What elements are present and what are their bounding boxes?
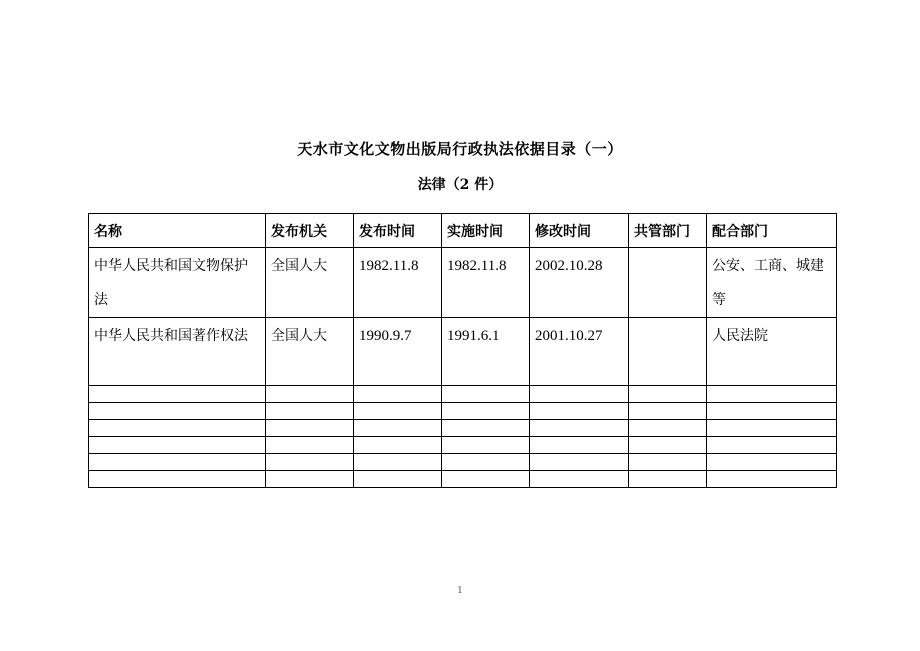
empty-table-row bbox=[89, 386, 837, 403]
empty-table-row bbox=[89, 454, 837, 471]
header-name: 名称 bbox=[89, 214, 266, 248]
empty-cell bbox=[629, 420, 707, 437]
empty-cell bbox=[89, 386, 266, 403]
cell-cooperating-dept: 公安、工商、城建等 bbox=[707, 248, 837, 318]
empty-cell bbox=[707, 403, 837, 420]
empty-cell bbox=[442, 454, 530, 471]
cell-amend-date: 2001.10.27 bbox=[530, 318, 629, 386]
document-subtitle: 法律（2 件） bbox=[417, 177, 503, 193]
empty-cell bbox=[89, 471, 266, 488]
empty-cell bbox=[530, 420, 629, 437]
empty-cell bbox=[442, 471, 530, 488]
empty-cell bbox=[707, 437, 837, 454]
empty-cell bbox=[707, 454, 837, 471]
empty-cell bbox=[266, 437, 354, 454]
empty-cell bbox=[629, 437, 707, 454]
document-title: 天水市文化文物出版局行政执法依据目录（一） bbox=[297, 140, 623, 158]
cell-issue-date: 1990.9.7 bbox=[354, 318, 442, 386]
empty-cell bbox=[442, 386, 530, 403]
empty-table-row bbox=[89, 471, 837, 488]
empty-table-row bbox=[89, 420, 837, 437]
cell-effective-date: 1982.11.8 bbox=[442, 248, 530, 318]
empty-cell bbox=[530, 471, 629, 488]
header-amend-date: 修改时间 bbox=[530, 214, 629, 248]
empty-cell bbox=[442, 403, 530, 420]
empty-table-row bbox=[89, 403, 837, 420]
cell-name: 中华人民共和国文物保护法 bbox=[89, 248, 266, 318]
empty-cell bbox=[442, 437, 530, 454]
header-issue-date: 发布时间 bbox=[354, 214, 442, 248]
law-table bbox=[88, 213, 837, 488]
empty-cell bbox=[354, 454, 442, 471]
empty-cell bbox=[442, 420, 530, 437]
empty-cell bbox=[89, 403, 266, 420]
table-header-row bbox=[89, 214, 837, 248]
cell-cooperating-dept: 人民法院 bbox=[707, 318, 837, 386]
empty-cell bbox=[266, 420, 354, 437]
empty-cell bbox=[354, 420, 442, 437]
cell-issuer: 全国人大 bbox=[266, 318, 354, 386]
empty-cell bbox=[707, 420, 837, 437]
empty-cell bbox=[707, 386, 837, 403]
header-issuer: 发布机关 bbox=[266, 214, 354, 248]
empty-cell bbox=[266, 403, 354, 420]
cell-issue-date: 1982.11.8 bbox=[354, 248, 442, 318]
table-row bbox=[89, 248, 837, 318]
empty-cell bbox=[629, 386, 707, 403]
empty-cell bbox=[266, 454, 354, 471]
empty-cell bbox=[354, 386, 442, 403]
empty-cell bbox=[354, 437, 442, 454]
table-row bbox=[89, 318, 837, 386]
header-effective-date: 实施时间 bbox=[442, 214, 530, 248]
empty-cell bbox=[530, 454, 629, 471]
empty-cell bbox=[89, 420, 266, 437]
cell-amend-date: 2002.10.28 bbox=[530, 248, 629, 318]
empty-cell bbox=[530, 403, 629, 420]
empty-cell bbox=[707, 471, 837, 488]
page-number: 1 bbox=[457, 586, 463, 596]
empty-cell bbox=[266, 386, 354, 403]
cell-issuer: 全国人大 bbox=[266, 248, 354, 318]
cell-co-managing-dept bbox=[629, 248, 707, 318]
empty-cell bbox=[354, 403, 442, 420]
empty-cell bbox=[629, 454, 707, 471]
cell-co-managing-dept bbox=[629, 318, 707, 386]
empty-cell bbox=[354, 471, 442, 488]
empty-cell bbox=[530, 386, 629, 403]
cell-name: 中华人民共和国著作权法 bbox=[89, 318, 266, 386]
header-co-managing-dept: 共管部门 bbox=[629, 214, 707, 248]
empty-cell bbox=[266, 471, 354, 488]
header-cooperating-dept: 配合部门 bbox=[707, 214, 837, 248]
empty-cell bbox=[89, 437, 266, 454]
cell-effective-date: 1991.6.1 bbox=[442, 318, 530, 386]
empty-table-row bbox=[89, 437, 837, 454]
empty-cell bbox=[629, 403, 707, 420]
empty-cell bbox=[629, 471, 707, 488]
empty-cell bbox=[530, 437, 629, 454]
empty-cell bbox=[89, 454, 266, 471]
